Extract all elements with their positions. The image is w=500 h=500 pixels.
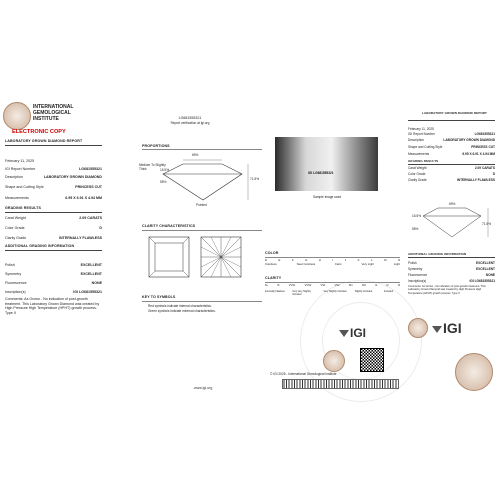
right-table-percentage: 69% — [449, 202, 456, 206]
additional-row — [5, 290, 102, 295]
sample-inscription-text: IGI LG681555321 — [308, 171, 334, 175]
clarity-plot-pavilion — [200, 236, 242, 278]
color-tick: I — [332, 258, 334, 262]
clarity-label: Very Very Slightly Included — [292, 290, 311, 296]
pavilion-percentage: 55% — [160, 180, 167, 184]
additional-row — [5, 281, 102, 286]
right-report-title: LABORATORY GROWN DIAMOND REPORT — [422, 111, 487, 115]
additional-label: Polish — [5, 263, 15, 267]
additional-label: Inscription(s) — [5, 290, 26, 294]
field-label: Measurements — [5, 196, 29, 200]
field-value: 6.95 X 6.91 X 4.94 MM — [65, 196, 102, 200]
grading-results-title: GRADING RESULTS — [5, 206, 41, 210]
additional-value: IGI LG681555321 — [73, 290, 102, 294]
right-additional-value: IGI LG681555321 — [469, 279, 495, 283]
comments-text: Comments: As Grown - No indication of post-growth treatment. This Laboratory Grown Diamond was created by High Pressure High Temperature (HPHT) growth process. Type II — [5, 297, 100, 315]
igi-logo: IGI — [350, 326, 367, 340]
right-crown-percentage: 15.5% — [412, 214, 422, 218]
clarity-tick: SI2 — [361, 284, 366, 287]
additional-value: NONE — [91, 281, 102, 285]
clarity-scale-ticks — [265, 284, 400, 287]
igi-seal-logo — [3, 102, 31, 130]
right-report-date: February 11, 2025 — [408, 127, 434, 131]
right-field-label: IGI Report Number — [408, 132, 435, 136]
right-field-value: PRINCESS CUT — [471, 145, 495, 149]
right-field-value: LG681555321 — [474, 132, 495, 136]
right-grading-value: INTERNALLY FLAWLESS — [456, 178, 495, 182]
additional-row — [5, 263, 102, 268]
right-grading-row — [408, 178, 495, 182]
additional-label: Fluorescence — [5, 281, 27, 285]
right-field-row — [408, 138, 495, 142]
field-row — [5, 167, 102, 172]
electronic-copy-label: ELECTRONIC COPY — [12, 129, 66, 135]
color-label: Faint — [335, 262, 342, 266]
institute-name-line3: INSTITUTE — [33, 116, 59, 122]
right-grading-row — [408, 172, 495, 176]
color-tick: H — [318, 258, 321, 262]
color-tick: K — [357, 258, 360, 262]
right-additional-value: EXCELLENT — [476, 267, 495, 271]
clarity-tick: IF — [277, 284, 280, 287]
additional-label: Symmetry — [5, 272, 22, 276]
field-label: Description — [5, 175, 23, 179]
igi-seal-small — [323, 350, 345, 372]
clarity-label: Slightly Included — [354, 290, 373, 293]
qr-code[interactable] — [360, 348, 384, 372]
grading-value: INTERNALLY FLAWLESS — [59, 236, 102, 240]
right-additional-row — [408, 273, 495, 277]
right-igi-logo: IGI — [443, 320, 462, 336]
clarity-tick: VVS2 — [304, 284, 312, 287]
field-label: IGI Report Number — [5, 167, 36, 171]
institute-name-line1: INTERNATIONAL — [33, 104, 74, 110]
right-depth-percentage: 71.5% — [482, 222, 492, 226]
right-field-row — [408, 132, 495, 136]
right-additional-value: NONE — [485, 273, 495, 277]
right-grading-value: 2.09 CARATS — [474, 166, 495, 170]
institute-name-line2: GEMOLOGICAL — [33, 110, 71, 116]
right-field-value: LABORATORY GROWN DIAMOND — [443, 138, 495, 142]
clarity-tick: I1 — [375, 284, 378, 287]
grading-label: Carat Weight — [5, 216, 26, 220]
color-label: Light — [393, 262, 400, 266]
right-field-row — [408, 145, 495, 149]
clarity-label: Internally Flawless — [265, 290, 285, 293]
clarity-label: Very Slightly Included — [323, 290, 347, 293]
right-field-row — [408, 152, 495, 156]
sample-inscription-image — [275, 137, 378, 191]
right-additional-row — [408, 279, 495, 283]
clarity-tick: VVS1 — [288, 284, 296, 287]
key-to-symbols-title: KEY TO SYMBOLS — [142, 295, 176, 299]
additional-value: EXCELLENT — [80, 263, 102, 267]
color-label: Near Colorless — [296, 262, 316, 266]
right-comments-text: Comments: As Grown - No indication of post-growth treatment. This Laboratory Grown Diamond was created by High Pressure High Temperature (HPHT) growth process. Type II — [408, 285, 486, 295]
color-scale-labels — [265, 262, 400, 266]
color-tick: F — [291, 258, 294, 262]
right-grading-title: GRADING RESULTS — [408, 159, 439, 163]
key-green-symbols: Green symbols indicate external characteristics. — [148, 309, 216, 313]
grading-value: D — [99, 226, 102, 230]
culet-label: Pointed — [196, 203, 207, 207]
field-row — [5, 175, 102, 180]
grading-value: 2.09 CARATS — [79, 216, 102, 220]
field-label: Shape and Cutting Style — [5, 185, 44, 189]
right-additional-label: Inscription(s) — [408, 279, 427, 283]
proportions-diagram — [140, 150, 262, 205]
key-red-symbols: Red symbols indicate internal characteristics. — [148, 304, 212, 308]
color-tick: L — [371, 258, 373, 262]
right-field-label: Description — [408, 138, 424, 142]
right-additional-title: ADDITIONAL GRADING INFORMATION — [408, 252, 467, 256]
clarity-tick: I2 — [386, 284, 389, 287]
clarity-scale-labels — [265, 290, 400, 296]
right-additional-label: Symmetry — [408, 267, 423, 271]
right-grading-label: Color Grade — [408, 172, 426, 176]
field-row — [5, 185, 102, 190]
color-tick: N — [397, 258, 400, 262]
grading-row — [5, 226, 102, 231]
report-number-header: LG681555321 — [178, 116, 202, 120]
grading-row — [5, 216, 102, 221]
clarity-tick: FL — [265, 284, 269, 287]
table-percentage: 69% — [192, 153, 199, 157]
field-row — [5, 196, 102, 201]
right-additional-label: Polish — [408, 261, 417, 265]
igi-website-link[interactable]: www.igi.org — [194, 386, 213, 390]
additional-value: EXCELLENT — [80, 272, 102, 276]
clarity-scale-title: CLARITY — [265, 276, 282, 280]
color-scale-title: COLOR — [265, 251, 279, 255]
right-grading-label: Carat Weight — [408, 166, 427, 170]
igi-logo-diamond-icon — [339, 330, 349, 337]
right-grading-label: Clarity Grade — [408, 178, 427, 182]
institute-name — [33, 104, 73, 122]
depth-percentage: 71.5% — [250, 177, 260, 181]
right-additional-row — [408, 267, 495, 271]
sample-image-caption: Sample image used — [313, 195, 342, 199]
color-tick: M — [384, 258, 387, 262]
field-value: LABORATORY GROWN DIAMOND — [43, 175, 102, 179]
right-additional-label: Fluorescence — [408, 273, 428, 277]
additional-grading-title: ADDITIONAL GRADING INFORMATION — [5, 244, 75, 248]
field-value: PRINCESS CUT — [75, 185, 102, 189]
right-igi-logo-circle — [408, 318, 428, 338]
report-title: LABORATORY GROWN DIAMOND REPORT — [5, 139, 83, 143]
clarity-tick: SI1 — [348, 284, 353, 287]
right-pavilion-percentage: 55% — [412, 227, 419, 231]
color-label: Very Light — [361, 262, 374, 266]
grading-label: Clarity Grade — [5, 236, 27, 240]
clarity-tick: I3 — [397, 284, 400, 287]
copyright-text: © IGI 2025 - International Gemological Institute — [270, 372, 337, 376]
grading-row — [5, 236, 102, 241]
right-igi-seal — [455, 353, 493, 391]
right-field-label: Measurements — [408, 152, 430, 156]
clarity-tick: VS1 — [320, 284, 326, 287]
clarity-tick: VS2 — [334, 284, 340, 287]
security-strip — [282, 379, 399, 389]
color-tick: G — [305, 258, 308, 262]
right-additional-value: EXCELLENT — [476, 261, 495, 265]
additional-row — [5, 272, 102, 277]
right-additional-row — [408, 261, 495, 265]
right-field-value: 6.95 X 6.91 X 4.94 MM — [462, 152, 495, 156]
crown-girdle-label: Medium To Slightly Thick — [139, 163, 166, 172]
color-label: Colorless — [265, 262, 277, 266]
right-grading-row — [408, 166, 495, 170]
field-value: LG681555321 — [79, 167, 102, 171]
report-date: February 11, 2025 — [5, 159, 35, 163]
right-field-label: Shape and Cutting Style — [408, 145, 443, 149]
clarity-plot-crown — [148, 236, 190, 278]
color-tick: E — [278, 258, 281, 262]
crown-percentage: 15.5% — [160, 168, 170, 172]
clarity-characteristics-title: CLARITY CHARACTERISTICS — [142, 224, 196, 228]
right-grading-value: D — [492, 172, 495, 176]
report-verification-text: Report verification at igi.org — [170, 121, 210, 125]
proportions-title: PROPORTIONS — [142, 144, 170, 148]
clarity-label: Included — [384, 290, 394, 293]
right-igi-diamond-icon — [432, 326, 442, 333]
grading-label: Color Grade — [5, 226, 25, 230]
color-tick: D — [265, 258, 268, 262]
color-tick: J — [344, 258, 347, 262]
